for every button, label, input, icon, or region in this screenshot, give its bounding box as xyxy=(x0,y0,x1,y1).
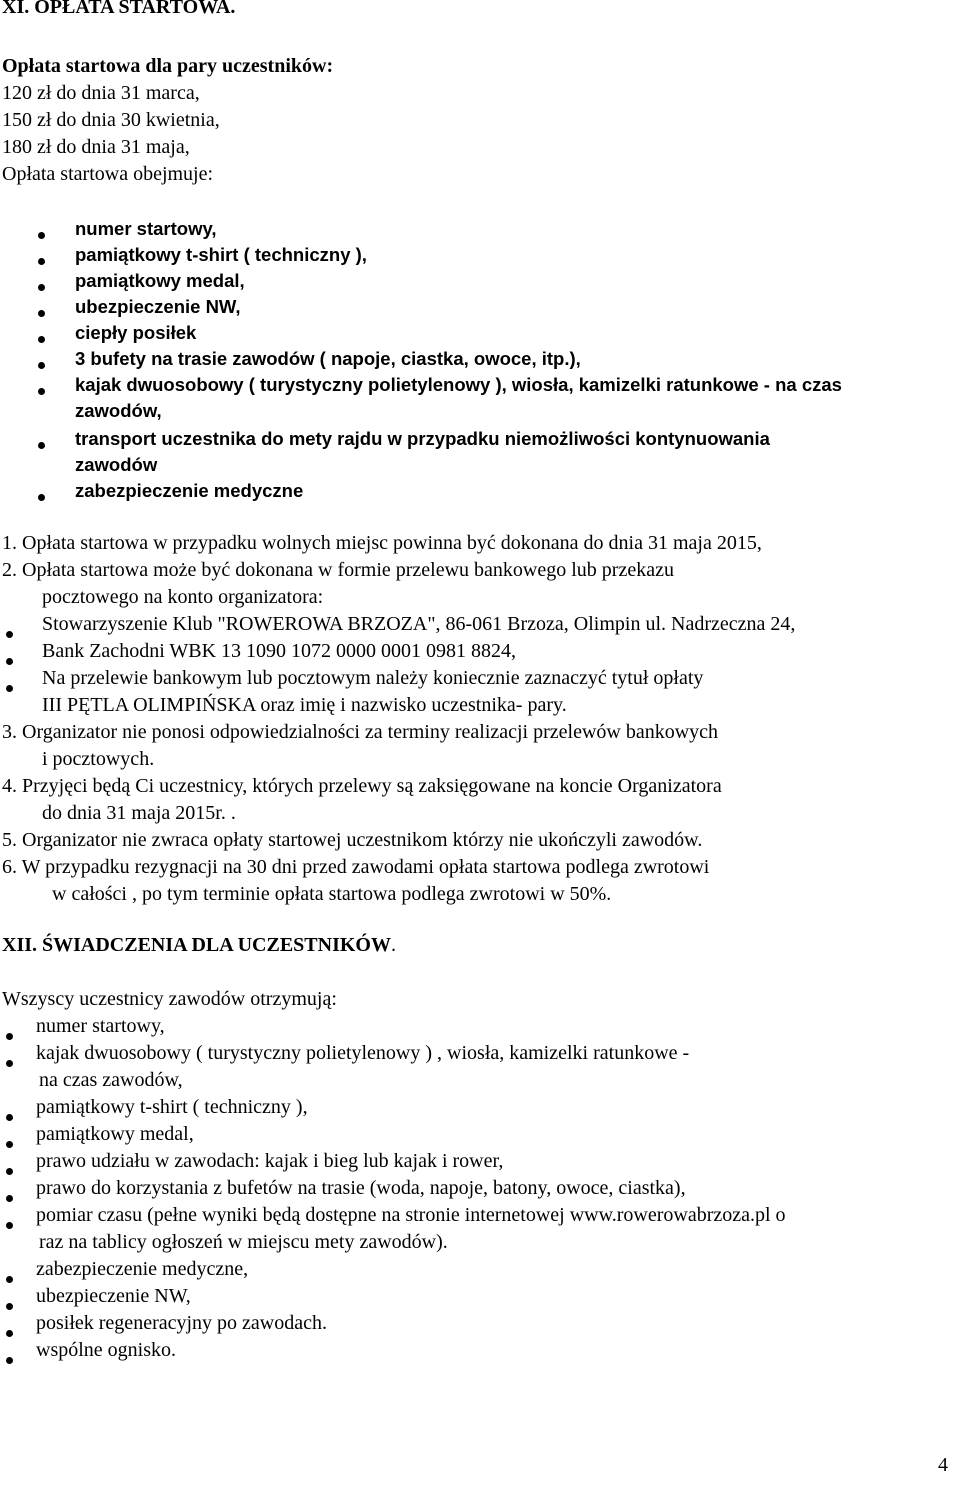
rule-item: 5. Organizator nie zwraca opłaty startowej uczestnikom którzy nie ukończyli zawodów. xyxy=(2,829,703,851)
list-item: Stowarzyszenie Klub "ROWEROWA BRZOZA", 86-061 Brzoza, Olimpin ul. Nadrzeczna 24, xyxy=(42,613,796,635)
rule-item-continuation: do dnia 31 maja 2015r. . xyxy=(42,802,236,824)
list-item: kajak dwuosobowy ( turystyczny polietylenowy ), wiosła, kamizelki ratunkowe - na czas xyxy=(75,374,842,395)
bullet-icon xyxy=(6,1303,13,1310)
rule-item: 1. Opłata startowa w przypadku wolnych miejsc powinna być dokonana do dnia 31 maja 2015, xyxy=(2,532,762,554)
bullet-icon xyxy=(38,310,45,317)
list-item: kajak dwuosobowy ( turystyczny polietylenowy ) , wiosła, kamizelki ratunkowe - xyxy=(36,1042,690,1064)
list-item: posiłek regeneracyjny po zawodach. xyxy=(36,1312,327,1334)
bullet-icon xyxy=(38,442,45,449)
page-number: 4 xyxy=(938,1454,948,1476)
list-item: zabezpieczenie medyczne, xyxy=(36,1258,249,1280)
bullet-icon xyxy=(6,1195,13,1202)
bullet-icon xyxy=(6,1060,13,1067)
bullet-icon xyxy=(38,388,45,395)
list-item: zabezpieczenie medyczne xyxy=(75,480,304,501)
rule-item-continuation: pocztowego na konto organizatora: xyxy=(42,586,324,608)
bullet-icon xyxy=(6,1357,13,1364)
list-item: ubezpieczenie NW, xyxy=(75,296,241,317)
rule-item: 4. Przyjęci będą Ci uczestnicy, których przelewy są zaksięgowane na koncie Organizatora xyxy=(2,775,722,797)
list-item-continuation: na czas zawodów, xyxy=(39,1069,183,1091)
bullet-icon xyxy=(38,284,45,291)
section-xi-heading: XI. OPŁATA STARTOWA. xyxy=(2,0,236,18)
list-item: pomiar czasu (pełne wyniki będą dostępne na stronie internetowej www.rowerowabrzoza.pl o xyxy=(36,1204,786,1226)
list-item: 3 bufety na trasie zawodów ( napoje, ciastka, owoce, itp.), xyxy=(75,348,581,369)
bullet-icon xyxy=(6,1276,13,1283)
bullet-icon xyxy=(38,258,45,265)
bullet-icon xyxy=(6,1141,13,1148)
list-item-continuation: zawodów, xyxy=(75,400,162,421)
fee-includes-label: Opłata startowa obejmuje: xyxy=(2,163,214,185)
list-item: numer startowy, xyxy=(75,218,217,239)
bullet-icon xyxy=(6,1330,13,1337)
bullet-icon xyxy=(38,336,45,343)
bullet-icon xyxy=(6,685,13,692)
benefits-intro: Wszyscy uczestnicy zawodów otrzymują: xyxy=(2,988,337,1010)
list-item-continuation: zawodów xyxy=(75,454,158,475)
list-item: numer startowy, xyxy=(36,1015,165,1037)
list-item-continuation: raz na tablicy ogłoszeń w miejscu mety zawodów). xyxy=(39,1231,448,1253)
list-item: pamiątkowy medal, xyxy=(36,1123,194,1145)
list-item: pamiątkowy t-shirt ( techniczny ), xyxy=(36,1096,308,1118)
fee-tier: 120 zł do dnia 31 marca, xyxy=(2,82,200,104)
list-item: pamiątkowy t-shirt ( techniczny ), xyxy=(75,244,367,265)
rule-item-continuation: w całości , po tym terminie opłata startowa podlega zwrotowi w 50%. xyxy=(52,883,612,905)
list-item: pamiątkowy medal, xyxy=(75,270,245,291)
list-item: Na przelewie bankowym lub pocztowym należy koniecznie zaznaczyć tytuł opłaty xyxy=(42,667,704,689)
bullet-icon xyxy=(6,631,13,638)
fee-intro-title: Opłata startowa dla pary uczestników: xyxy=(2,55,334,77)
bullet-icon xyxy=(6,1033,13,1040)
bullet-icon xyxy=(38,232,45,239)
rule-item: 6. W przypadku rezygnacji na 30 dni przed zawodami opłata startowa podlega zwrotowi xyxy=(2,856,710,878)
rule-item-continuation: i pocztowych. xyxy=(42,748,155,770)
list-item: ubezpieczenie NW, xyxy=(36,1285,191,1307)
bullet-icon xyxy=(6,1222,13,1229)
bullet-icon xyxy=(6,1114,13,1121)
bullet-icon xyxy=(6,1168,13,1175)
list-item: wspólne ognisko. xyxy=(36,1339,176,1361)
section-xii-heading: XII. ŚWIADCZENIA DLA UCZESTNIKÓW. xyxy=(2,934,396,956)
fee-tier: 180 zł do dnia 31 maja, xyxy=(2,136,190,158)
list-item: Bank Zachodni WBK 13 1090 1072 0000 0001 0981 8824, xyxy=(42,640,517,662)
list-item: transport uczestnika do mety rajdu w przypadku niemożliwości kontynuowania xyxy=(75,428,770,449)
list-item-continuation: III PĘTLA OLIMPIŃSKA oraz imię i nazwisko uczestnika- pary. xyxy=(42,694,567,716)
list-item: prawo do korzystania z bufetów na trasie (woda, napoje, batony, owoce, ciastka), xyxy=(36,1177,686,1199)
list-item: ciepły posiłek xyxy=(75,322,197,343)
rule-item: 2. Opłata startowa może być dokonana w formie przelewu bankowego lub przekazu xyxy=(2,559,674,581)
bullet-icon xyxy=(6,658,13,665)
bullet-icon xyxy=(38,494,45,501)
rule-item: 3. Organizator nie ponosi odpowiedzialności za terminy realizacji przelewów bankowych xyxy=(2,721,719,743)
list-item: prawo udziału w zawodach: kajak i bieg lub kajak i rower, xyxy=(36,1150,504,1172)
bullet-icon xyxy=(38,362,45,369)
fee-tier: 150 zł do dnia 30 kwietnia, xyxy=(2,109,220,131)
